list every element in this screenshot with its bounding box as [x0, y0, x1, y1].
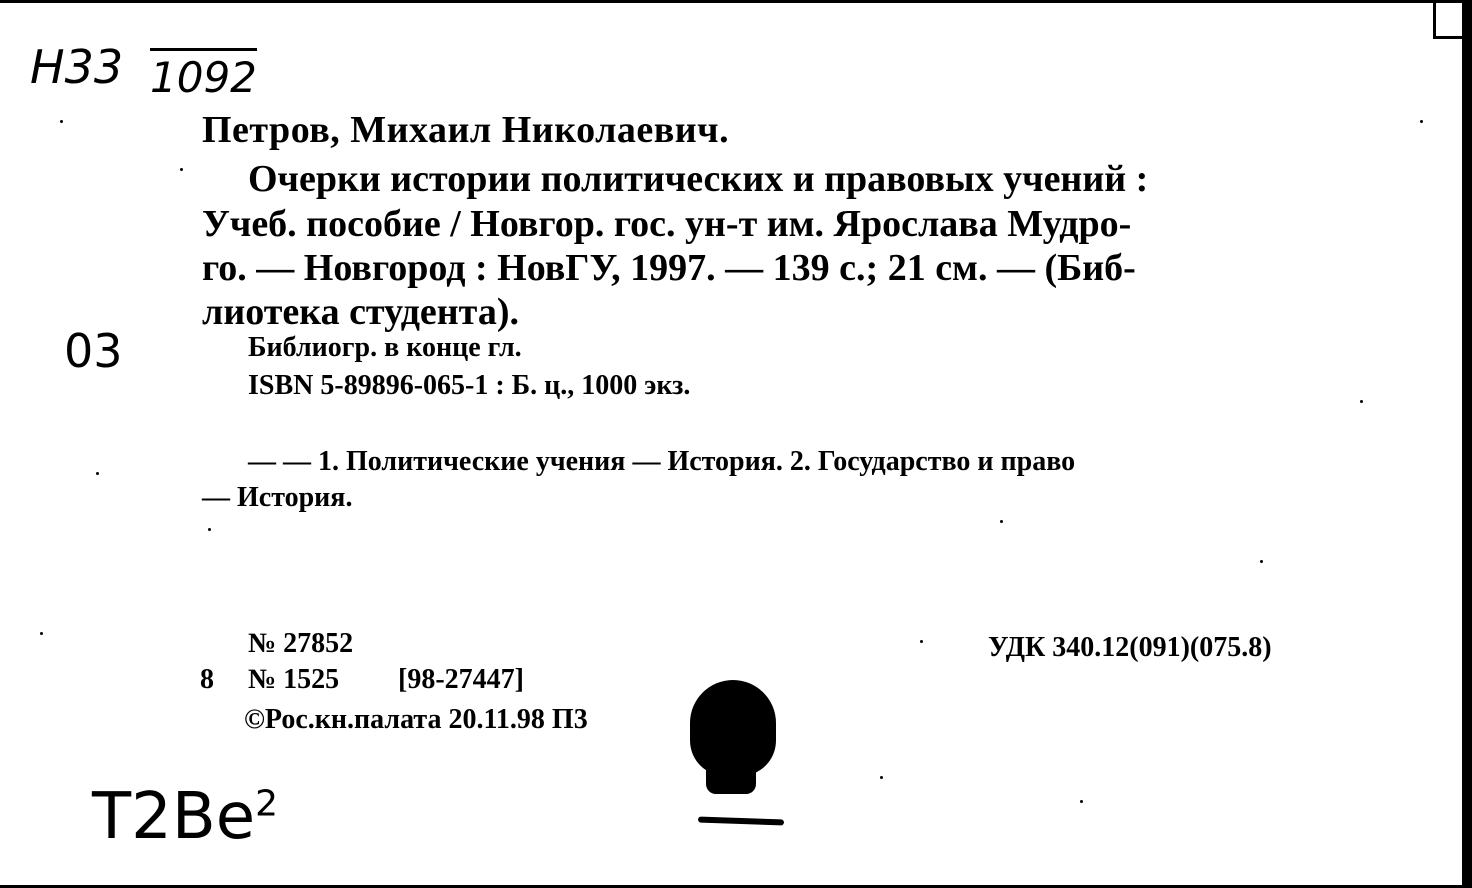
speck: [1260, 560, 1263, 563]
section-code: 03: [64, 324, 123, 378]
punch-hole-stem: [706, 760, 756, 794]
speck: [1360, 400, 1363, 403]
speck: [96, 472, 99, 475]
speck: [880, 776, 883, 779]
bottom-note-sup: 2: [255, 783, 278, 825]
speck: [60, 120, 63, 123]
speck: [920, 640, 923, 643]
shelf-mark-prefix: Н33: [30, 40, 124, 94]
title-line-1: Очерки истории политических и правовых учений :: [248, 158, 1149, 200]
isbn-line: ISBN 5-89896-065-1 : Б. ц., 1000 экз.: [248, 370, 691, 401]
speck: [208, 528, 211, 531]
title-line-2: Учеб. пособие / Новгор. гос. ун-т им. Ярослава Мудро-: [202, 203, 1132, 245]
record-number-2: № 1525: [248, 664, 340, 695]
title-line-4: лиотека студента).: [202, 291, 519, 333]
bottom-handwritten-note: [92, 780, 278, 854]
speck: [1000, 520, 1003, 523]
record-number-1: № 27852: [248, 628, 354, 659]
author-heading: Петров, Михаил Николаевич.: [202, 109, 730, 151]
speck: [40, 632, 43, 635]
speck: [1080, 800, 1083, 803]
shelf-mark-number: 1092: [150, 48, 257, 102]
subjects-line-2: — История.: [202, 482, 353, 513]
record-number-2-bracket: [98-27447]: [398, 664, 524, 695]
speck: [1420, 120, 1423, 123]
subjects-line-1: — — 1. Политические учения — История. 2. Государство и право: [248, 446, 1076, 477]
card-top-edge: [0, 0, 1472, 3]
speck: [180, 168, 183, 171]
title-line-3: го. — Новгород : НовГУ, 1997. — 139 с.; 21 см. — (Биб-: [202, 247, 1136, 289]
punch-hole-shadow: [698, 817, 784, 826]
card-right-edge: [1462, 0, 1472, 888]
record-number-2-prefix: 8: [200, 664, 214, 695]
corner-mark: [1433, 0, 1462, 39]
udc-code: УДК 340.12(091)(075.8): [988, 632, 1272, 663]
bibliography-note: Библиогр. в конце гл.: [248, 332, 522, 363]
bottom-note-text: Т2Ве: [92, 780, 256, 854]
copyright-line: ©Рос.кн.палата 20.11.98 П3: [244, 704, 588, 735]
